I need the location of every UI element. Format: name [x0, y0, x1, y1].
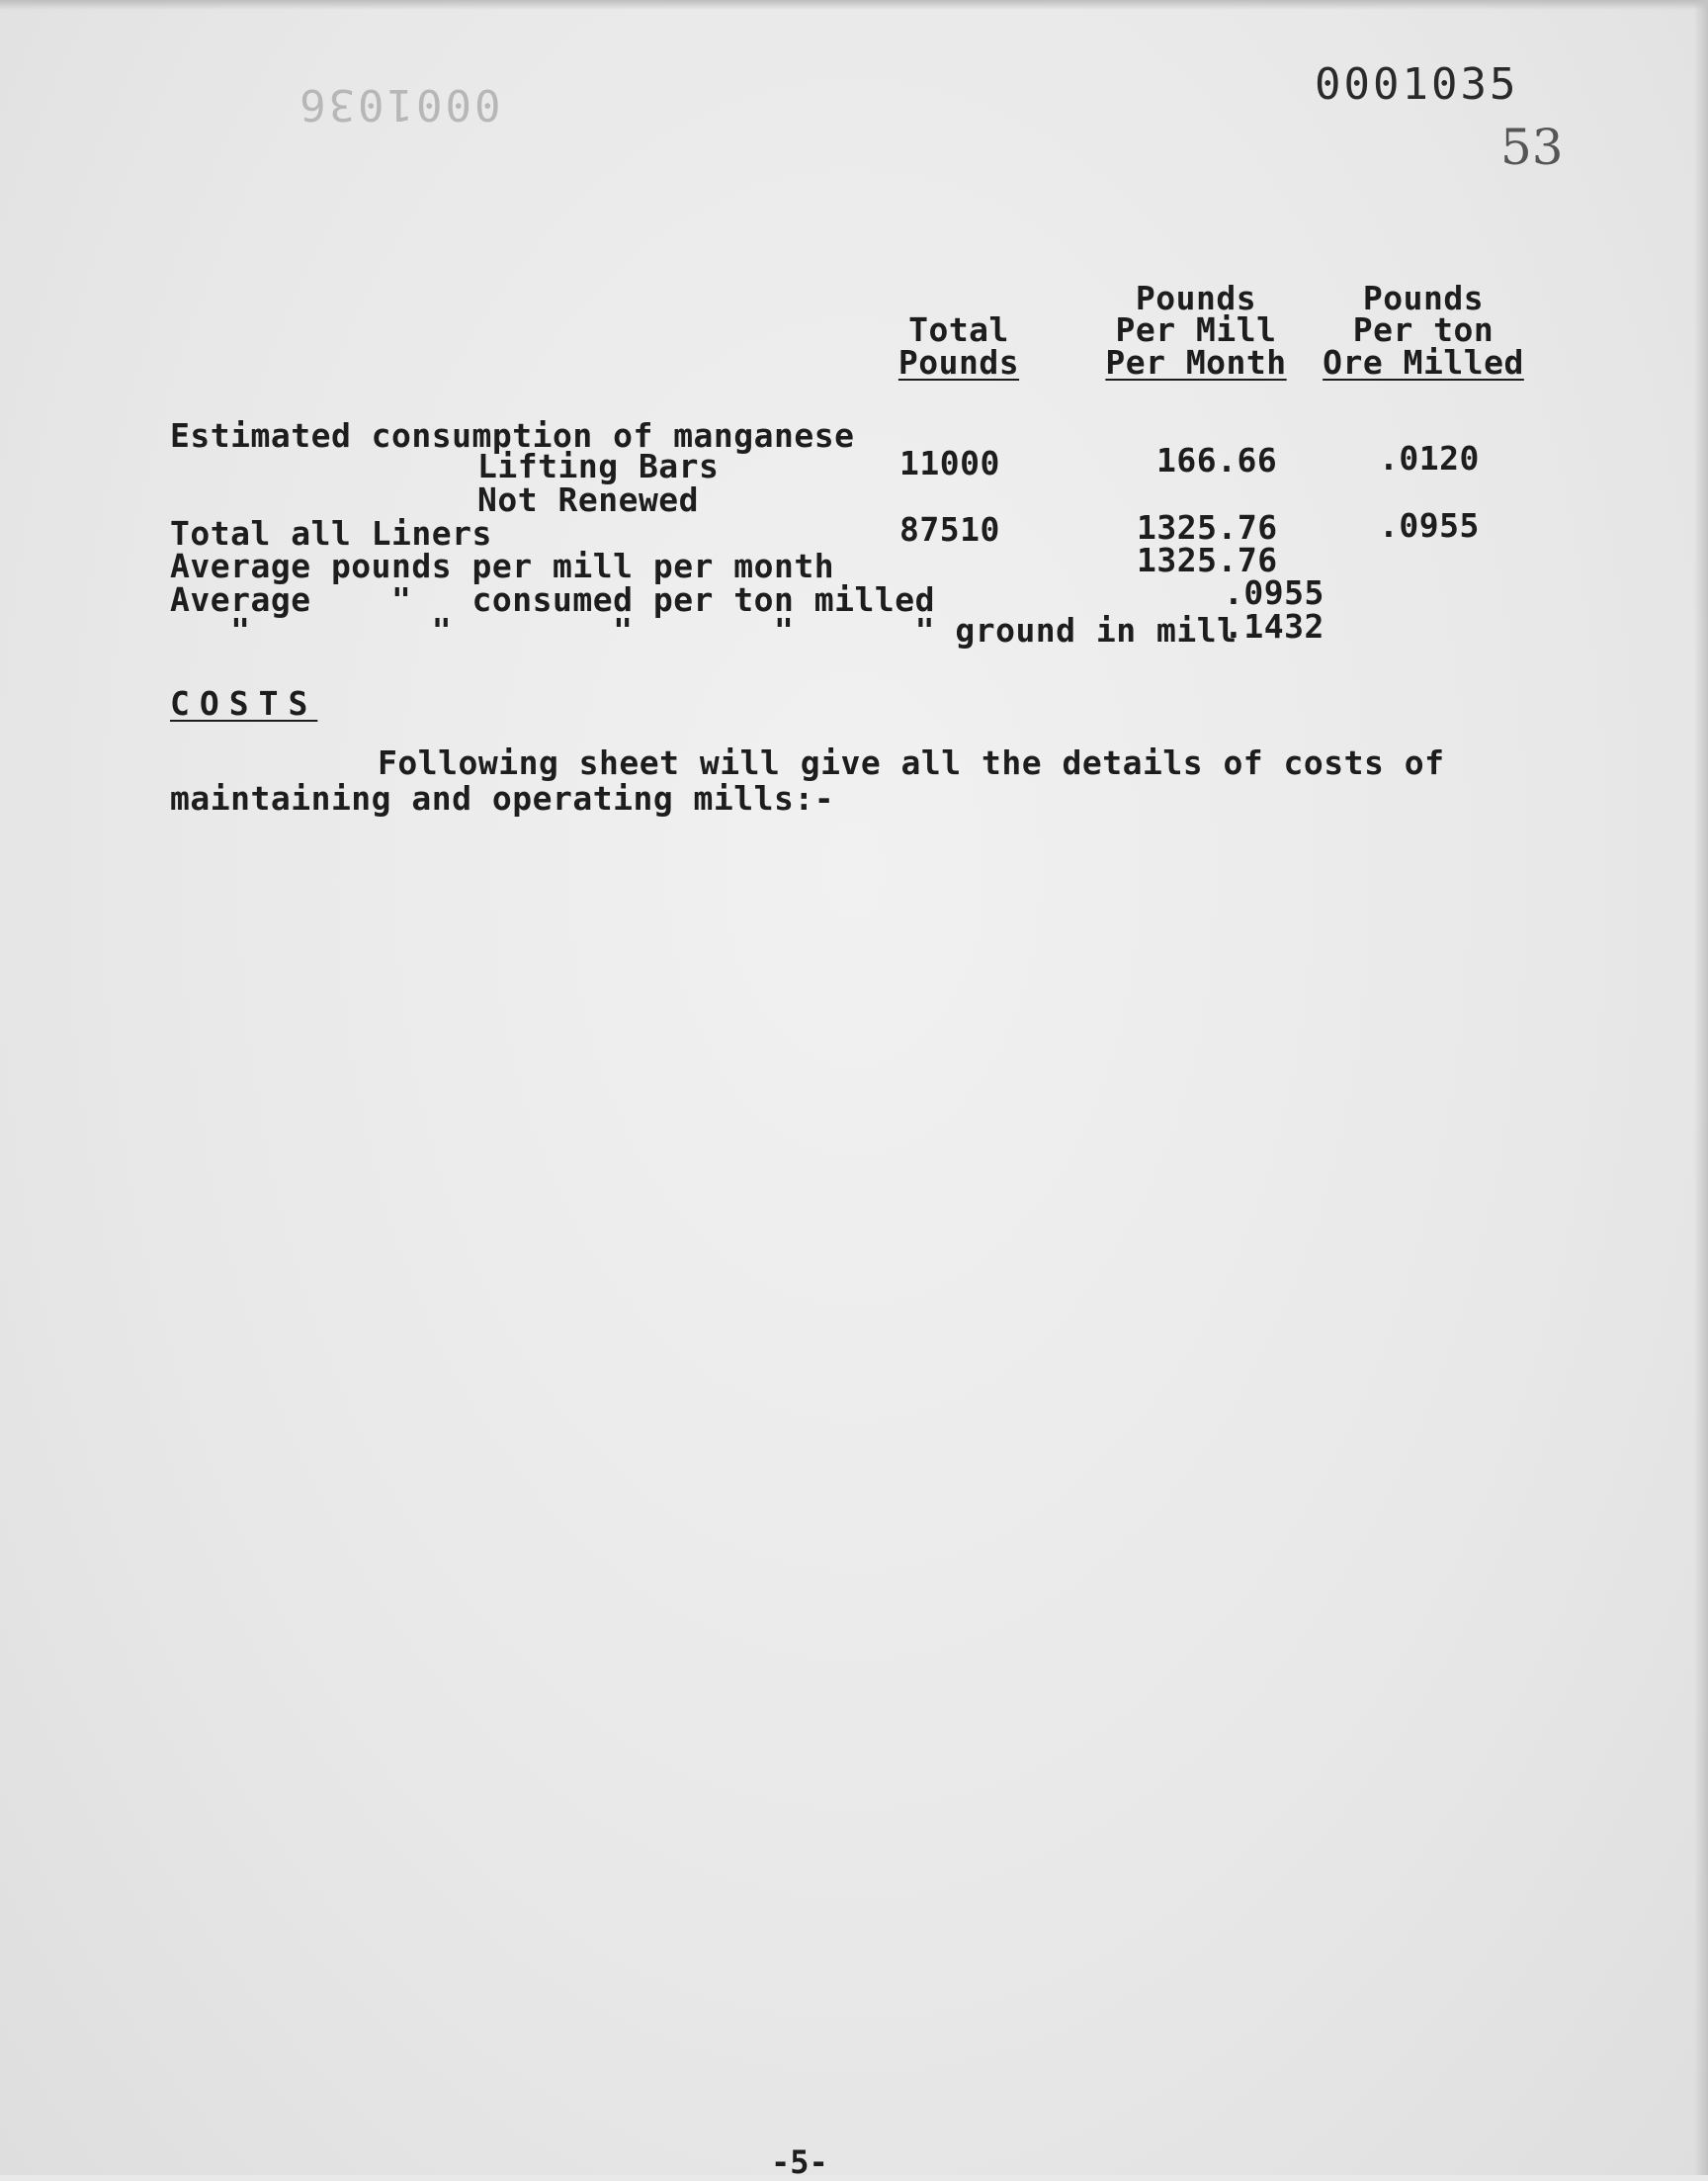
row-lifting-bars-per-month: 166.66: [1156, 441, 1278, 480]
header-per-ton-line3: Ore Milled: [1323, 343, 1524, 382]
row-lifting-bars-per-ton: .0120: [1379, 439, 1480, 478]
header-per-ton-line2: Per ton: [1352, 310, 1494, 349]
costs-heading: COSTS: [170, 684, 318, 723]
costs-paragraph-line1: Following sheet will give all the details of costs of: [378, 743, 1445, 782]
header-total-line1: Total: [908, 310, 1009, 349]
header-total-line2: Pounds: [897, 343, 1020, 382]
costs-paragraph-line2: maintaining and operating mills:-: [170, 779, 835, 818]
row-average-consumed-value: .0955: [1224, 573, 1324, 612]
corner-page-number: 53: [1500, 119, 1564, 176]
row-total-liners-label: Total all Liners: [170, 514, 492, 553]
header-per-mill-line1: Pounds: [1135, 279, 1257, 317]
header-per-ton-line1: Pounds: [1362, 279, 1485, 317]
row-average-consumed-label: Average " consumed per ton milled: [170, 580, 935, 619]
scan-edge-top: [0, 0, 1708, 10]
header-per-mill-line2: Per Mill: [1115, 310, 1277, 349]
stamp-number: 0001035: [1315, 59, 1519, 110]
row-total-liners-per-ton: .0955: [1379, 506, 1480, 545]
header-per-mill-line3: Per Month: [1105, 343, 1287, 382]
row-ground-in-mill-value: .1432: [1224, 607, 1324, 646]
scan-edge-right: [1694, 0, 1708, 2175]
row-ground-in-mill-label: " " " " " ground in mill: [170, 611, 1238, 650]
row-total-liners-per-month: 1325.76: [1137, 508, 1278, 547]
row-lifting-bars-label: Lifting Bars: [477, 447, 720, 485]
row-average-pounds-value: 1325.76: [1137, 541, 1278, 579]
row-average-pounds-label: Average pounds per mill per month: [170, 547, 835, 585]
row-total-liners-total: 87510: [899, 510, 1000, 549]
row-lifting-bars-total: 11000: [899, 444, 1000, 482]
row-not-renewed-label: Not Renewed: [477, 480, 700, 519]
row-estimated-label: Estimated consumption of manganese: [170, 416, 855, 455]
mirrored-stamp-number: 0001036: [297, 79, 501, 130]
page-number: -5-: [771, 2143, 828, 2181]
